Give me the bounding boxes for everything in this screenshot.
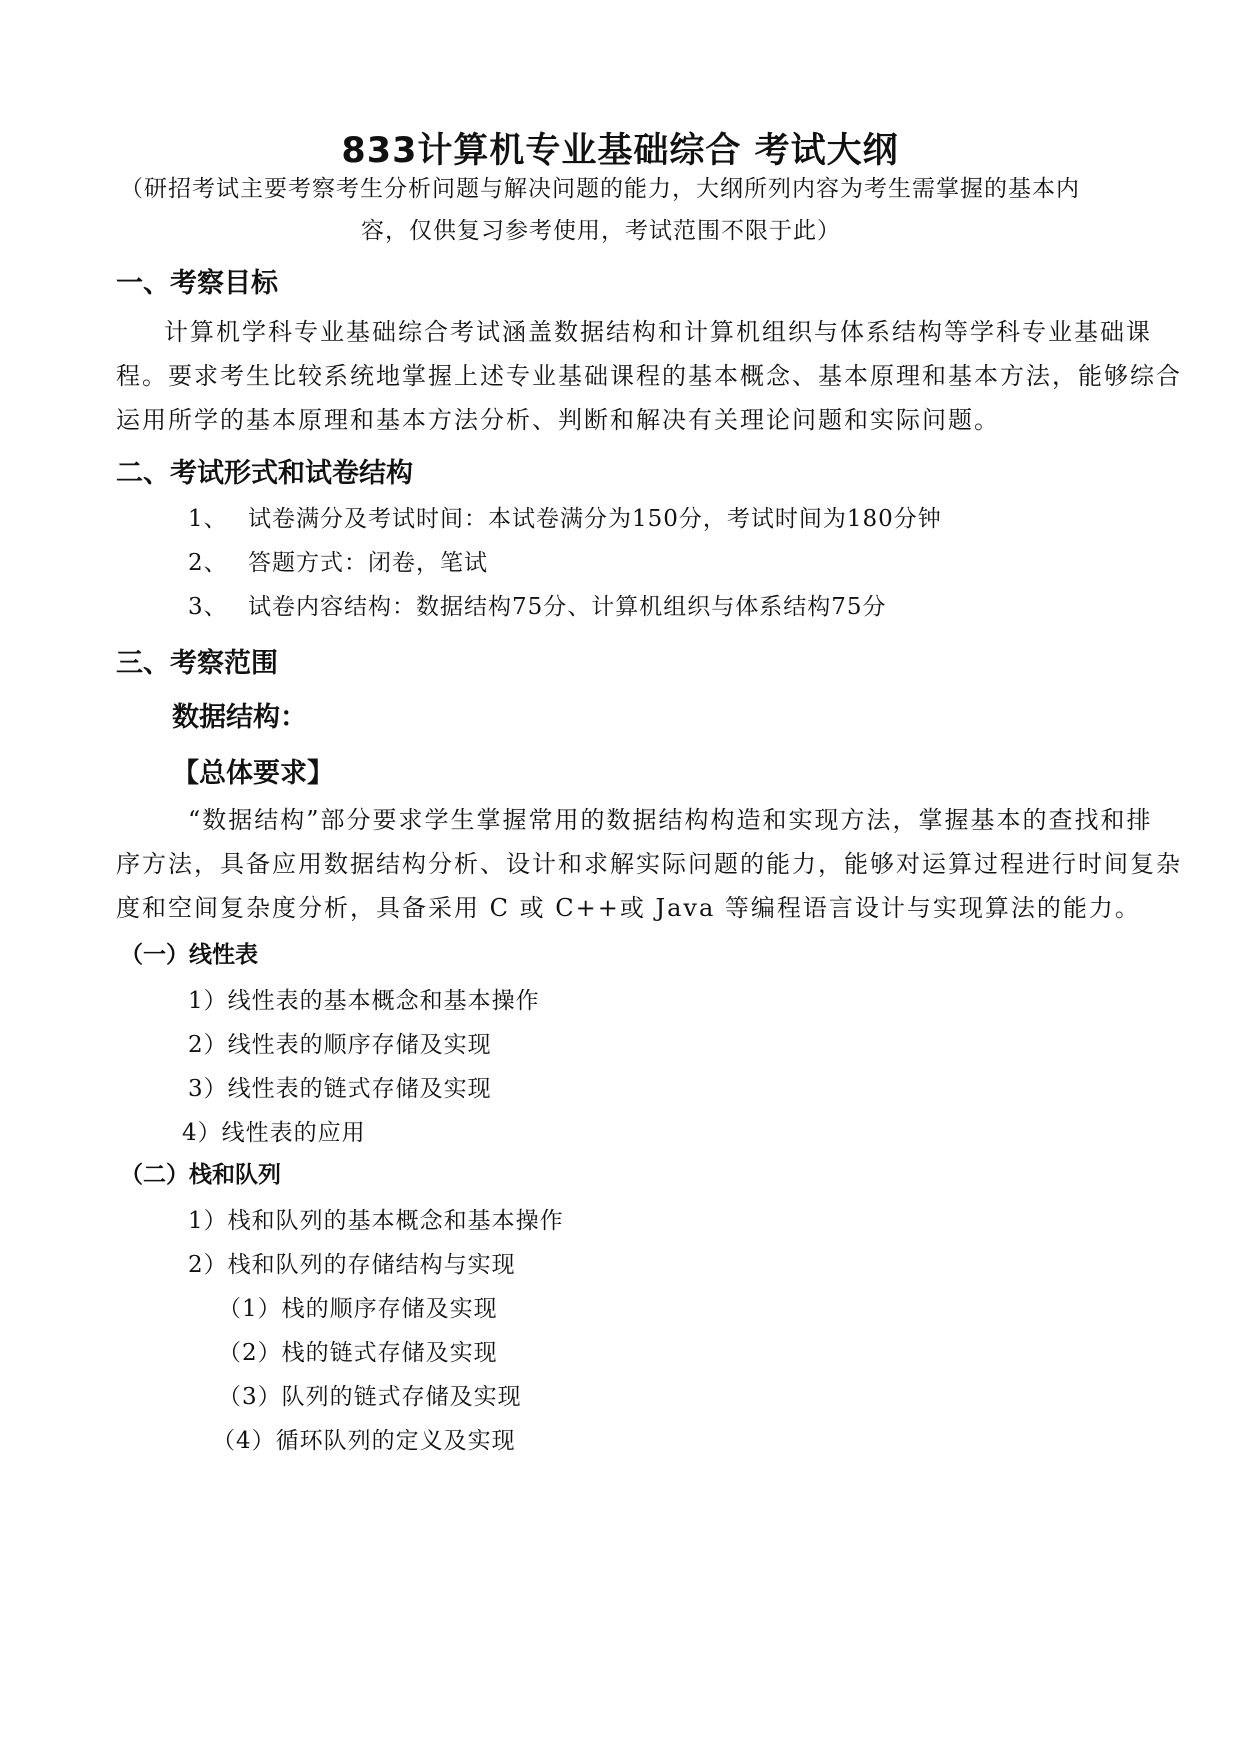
part-1-item-3: 3）线性表的链式存储及实现 xyxy=(188,1076,492,1102)
part-1-item-1: 1）线性表的基本概念和基本操作 xyxy=(188,988,540,1014)
section-1-line-1: 计算机学科专业基础综合考试涵盖数据结构和计算机组织与体系结构等学科专业基础课 xyxy=(164,318,1152,346)
part-2-subitem-2: （2）栈的链式存储及实现 xyxy=(218,1340,498,1366)
part-2-heading: （二）栈和队列 xyxy=(120,1162,281,1188)
exam-item-text: 答题方式：闭卷，笔试 xyxy=(248,550,488,576)
part-2-item-2: 2）栈和队列的存储结构与实现 xyxy=(188,1252,516,1278)
exam-item-1 xyxy=(188,508,942,531)
exam-item-2 xyxy=(188,552,488,575)
requirement-line-1: “数据结构”部分要求学生掌握常用的数据结构构造和实现方法，掌握基本的查找和排 xyxy=(188,806,1153,834)
section-3-heading: 三、考察范围 xyxy=(116,648,278,679)
section-1-line-2: 程。要求考生比较系统地掌握上述专业基础课程的基本概念、基本原理和基本方法，能够综合 xyxy=(116,362,1182,390)
part-2-subitem-3: （3）队列的链式存储及实现 xyxy=(218,1384,522,1410)
exam-item-number: 1、 xyxy=(188,506,228,532)
exam-item-text: 试卷内容结构：数据结构75分、计算机组织与体系结构75分 xyxy=(248,594,887,620)
section-1-line-3: 运用所学的基本原理和基本方法分析、判断和解决有关理论问题和实际问题。 xyxy=(116,406,1000,434)
document-title: 833计算机专业基础综合 考试大纲 xyxy=(341,131,899,171)
part-1-heading: （一）线性表 xyxy=(120,942,258,968)
exam-item-3 xyxy=(188,596,887,619)
note-line-1: （研招考试主要考察考生分析问题与解决问题的能力，大纲所列内容为考生需掌握的基本内 xyxy=(120,176,1080,202)
part-2-item-1: 1）栈和队列的基本概念和基本操作 xyxy=(188,1208,564,1234)
part-1-item-2: 2）线性表的顺序存储及实现 xyxy=(188,1032,492,1058)
requirement-heading: 【总体要求】 xyxy=(172,758,334,789)
data-structure-heading: 数据结构： xyxy=(172,702,307,733)
part-2-subitem-4: （4）循环队列的定义及实现 xyxy=(212,1428,516,1454)
requirement-line-2: 序方法，具备应用数据结构分析、设计和求解实际问题的能力，能够对运算过程进行时间复杂 xyxy=(116,850,1182,878)
part-1-item-4: 4）线性表的应用 xyxy=(182,1120,366,1146)
exam-item-number: 2、 xyxy=(188,550,228,576)
exam-item-text: 试卷满分及考试时间：本试卷满分为150分，考试时间为180分钟 xyxy=(248,506,942,532)
section-2-heading: 二、考试形式和试卷结构 xyxy=(116,458,413,489)
note-line-2: 容，仅供复习参考使用，考试范围不限于此） xyxy=(361,218,841,244)
section-1-heading: 一、考察目标 xyxy=(116,268,278,299)
part-2-subitem-1: （1）栈的顺序存储及实现 xyxy=(218,1296,498,1322)
exam-item-number: 3、 xyxy=(188,594,228,620)
requirement-line-3: 度和空间复杂度分析，具备采用 C 或 C++或 Java 等编程语言设计与实现算法的能力。 xyxy=(116,894,1141,922)
